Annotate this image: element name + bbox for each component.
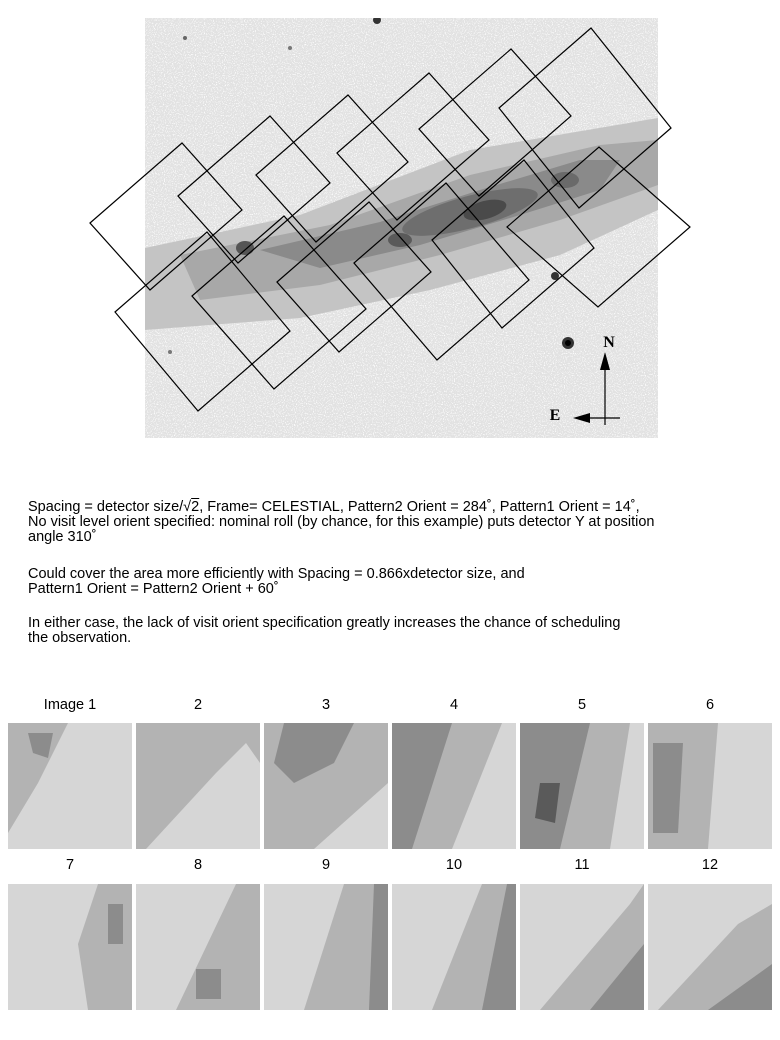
thumbnail-label: 5 xyxy=(577,697,587,713)
thumbnail-label: 9 xyxy=(321,857,331,873)
thumbnail-label: 11 xyxy=(574,857,590,873)
thumbnail-image xyxy=(264,884,388,1010)
thumbnail-image xyxy=(8,884,132,1010)
thumbnail-label: 7 xyxy=(65,857,75,873)
caption-paragraph-3 xyxy=(28,616,768,646)
thumbnail-label: 8 xyxy=(193,857,203,873)
compass-east-label: E xyxy=(549,407,561,424)
thumbnail-image xyxy=(264,723,388,849)
thumbnail-label: 10 xyxy=(445,857,463,873)
thumbnail-image xyxy=(520,884,644,1010)
galaxy-mosaic-figure xyxy=(0,0,780,460)
compass-north-label: N xyxy=(603,334,615,351)
caption-line: Pattern1 Orient = Pattern2 Orient + 60˚ xyxy=(28,581,279,597)
thumbnail-label: Image 1 xyxy=(43,697,97,713)
thumbnail-label: 3 xyxy=(321,697,331,713)
caption-line xyxy=(28,500,768,515)
caption-text: Spacing = detector size/√ xyxy=(28,499,192,515)
caption-line: angle 310˚ xyxy=(28,529,97,545)
radicand: 2 xyxy=(191,499,200,515)
thumbnail-image xyxy=(648,884,772,1010)
thumbnail-label: 2 xyxy=(193,697,203,713)
caption-line: Could cover the area more efficiently with Spacing = 0.866xdetector size, and xyxy=(28,566,525,582)
thumbnail-image xyxy=(520,723,644,849)
caption-line: In either case, the lack of visit orient specification greatly increases the chance of scheduling xyxy=(28,615,621,631)
thumbnail-image xyxy=(392,884,516,1010)
thumbnail-image xyxy=(136,884,260,1010)
caption-line: the observation. xyxy=(28,630,132,646)
thumbnail-image xyxy=(648,723,772,849)
caption-text: , Frame= CELESTIAL, Pattern2 Orient = 284˚, Pattern1 Orient = 14˚, xyxy=(199,499,640,515)
caption-paragraph-2 xyxy=(28,567,768,597)
thumbnail-label: 4 xyxy=(449,697,459,713)
caption-paragraph-1 xyxy=(28,500,768,545)
thumbnail-label: 12 xyxy=(701,857,719,873)
thumbnail-image xyxy=(8,723,132,849)
thumbnail-image xyxy=(136,723,260,849)
caption-line: No visit level orient specified: nominal roll (by chance, for this example) puts detector Y at position xyxy=(28,514,655,530)
thumbnail-label: 6 xyxy=(705,697,715,713)
thumbnail-image xyxy=(392,723,516,849)
